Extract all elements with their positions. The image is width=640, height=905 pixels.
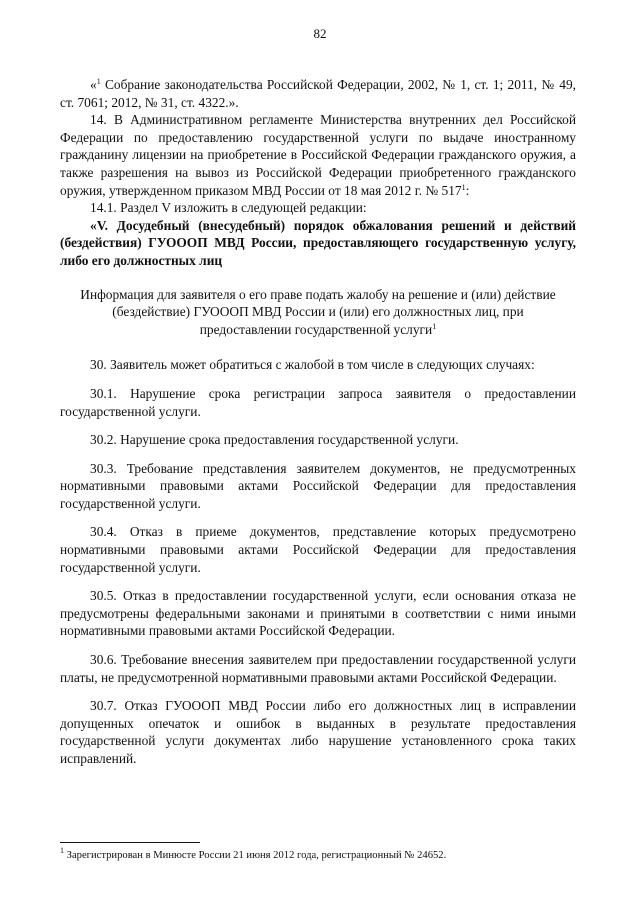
footnote-text: Зарегистрирован в Минюсте России 21 июня 2012 года, регистрационный № 24652. [66, 850, 447, 861]
section-heading: «V. Досудебный (внесудебный) порядок обжалования решений и действий (бездействия) ГУОООП МВД России, предоставляющего государственную услугу, либо его должностных лиц [60, 217, 576, 268]
citation-text: Собрание законодательства Российской Федерации, 2002, № 1, ст. 1; 2011, № 49, ст. 7061; 2012, № 31, ст. 4322.». [60, 77, 576, 110]
list-item-30-2: 30.2. Нарушение срока предоставления государственной услуги. [90, 432, 459, 448]
citation-paragraph [60, 76, 576, 111]
amendment-paragraph-14 [60, 111, 576, 199]
document-body [60, 76, 576, 768]
quote-mark: « [90, 77, 97, 92]
amendment-paragraph-14-1: 14.1. Раздел V изложить в следующей редакции: [90, 200, 367, 216]
footnote-divider [60, 842, 200, 843]
list-item-30-1: 30.1. Нарушение срока регистрации запроса заявителя о предоставлении государственной услуги. [60, 385, 576, 419]
footnote [60, 846, 447, 862]
page-number: 82 [313, 26, 327, 41]
list-item-30-3: 30.3. Требование представления заявителем документов, не предусмотренных нормативными правовыми актами Российской Федерации для предоставления государственной услуги. [60, 460, 576, 511]
list-item-30-5: 30.5. Отказ в предоставлении государственной услуги, если основания отказа не предусмотрены федеральными законами и принятыми в соответствии с ними иными нормативными правовыми актами Российской Федерации. [60, 588, 576, 639]
amendment-text: 14. В Административном регламенте Министерства внутренних дел Российской Федерации по предоставлению государственной услуги по выдаче иностранному гражданину лицензии на приобретение в Российской Федерации гражданского оружия, а также разрешения на вывоз из Российской Федерации приобретенного гражданского оружия, утвержденном приказом МВД России от 18 мая 2012 г. № 517 [60, 112, 576, 198]
footnote-ref-3: 1 [432, 321, 437, 331]
list-item-30-4: 30.4. Отказ в приеме документов, представление которых предусмотрено нормативными правовыми актами Российской Федерации для предоставления государственной услуги. [60, 524, 576, 575]
amendment-colon: : [465, 182, 470, 198]
footnote-marker: 1 [60, 846, 64, 855]
info-heading-text: Информация для заявителя о его праве подать жалобу на решение и (или) действие (бездействие) ГУОООП МВД России и (или) его должностных лиц, при предоставлении государственной услуги [80, 286, 556, 337]
info-heading [60, 286, 576, 339]
list-item-30-6: 30.6. Требование внесения заявителем при предоставлении государственной услуги платы, не предусмотренной нормативными правовыми актами Российской Федерации. [60, 652, 576, 685]
footnote-ref-1: 1 [96, 77, 101, 86]
list-item-30: 30. Заявитель может обратиться с жалобой в том числе в следующих случаях: [90, 357, 535, 373]
footnote-ref-2: 1 [461, 182, 466, 192]
list-item-30-7: 30.7. Отказ ГУОООП МВД России либо его должностных лиц в исправлении допущенных опечаток и ошибок в выданных в результате предоставления государственной услуги документах либо нарушение установленного срока таких исправлений. [60, 698, 576, 766]
